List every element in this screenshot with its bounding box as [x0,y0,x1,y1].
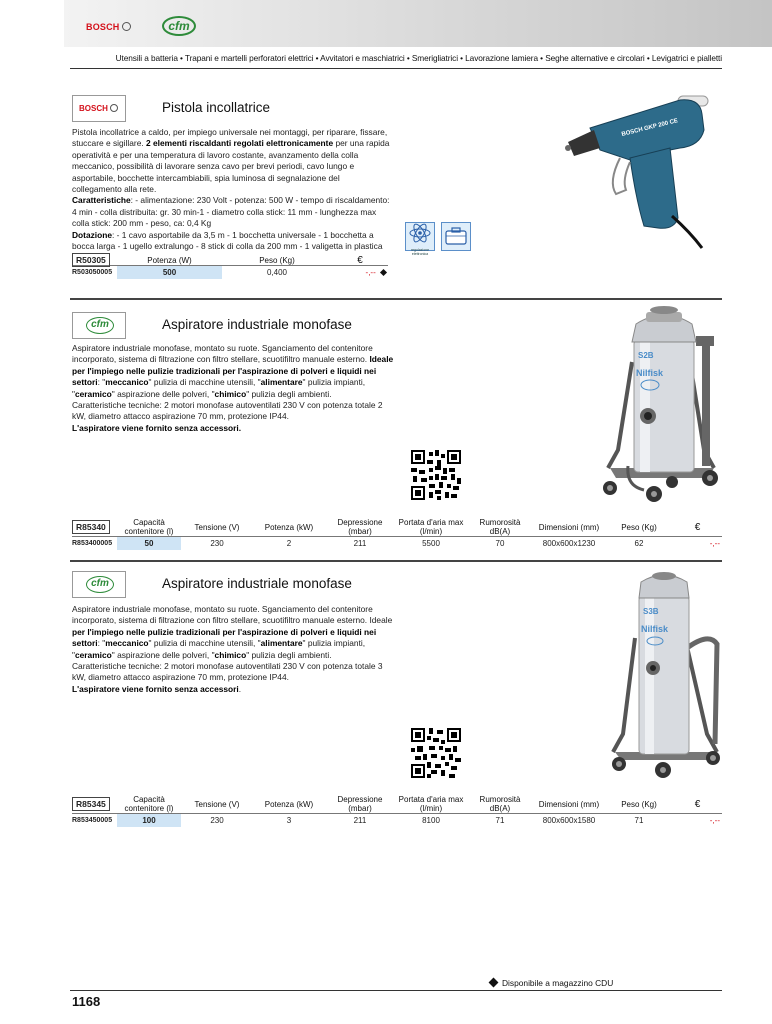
product-code: R85340 [72,520,110,534]
cfm-logo: cfm [72,571,126,598]
col-header: Capacità contenitore (l) [124,518,174,536]
diamond-icon [489,978,499,988]
noise-value: 70 [495,539,505,548]
model-label: S2B [638,351,654,360]
col-header: Portata d'aria max (l/min) [398,795,464,813]
col-header: € [694,521,701,533]
col-header: Dimensioni (mm) [538,799,600,809]
product-description: Aspiratore industriale monofase, montato su ruote. Sganciamento del contenitore incorporato, sistema di filtrazione con filtro stellare, scuotifiltro manuale esterno. Ideale per l'impiego nelle pulizie tradizionali per l'aspirazione di polveri e liquidi nei settori: "meccanico" pulizia di macchine utensili, "alimentare" pulizia impianti, "ceramico" aspirazione delle polveri, "chimico" pulizia degli ambienti. Caratteristiche tecniche: 2 motori monofase autoventilati 230 V con potenza totale 2 kW, diametro attacco aspirazione 70 mm, protezione IP44. L'aspiratore viene fornito senza accessori. [72,343,394,433]
electronic-regulation-icon [405,222,435,256]
model-label: S3B [643,607,659,616]
price-value: -,-- [365,268,376,277]
voltage-value: 230 [210,816,224,825]
nilfisk-label: Nilfisk [641,624,669,634]
product-code: R50305 [72,253,110,267]
airflow-value: 5500 [422,539,440,548]
col-header: Tensione (V) [194,799,240,809]
power-value: 3 [286,816,292,825]
potenza-value: 500 [117,266,222,280]
col-header: Potenza (kW) [264,799,314,809]
price-value: -,-- [709,816,720,825]
availability-diamond-icon [380,269,387,276]
category-breadcrumb: Utensili a batteria • Trapani e martelli perforatori elettrici • Avvitatori e maschiatrici • Smerigliatrici • Lavorazione lamiera • Seghe alternative e circolari • Levigatrici e pialletti [115,53,722,63]
price-cell [332,266,388,280]
col-header: Tensione (V) [194,522,240,532]
voltage-value: 230 [210,539,224,548]
col-header: Peso (Kg) [621,522,657,532]
product-title: Aspiratore industriale monofase [162,576,352,591]
col-header: Peso (Kg) [259,256,295,265]
bosch-logo: BOSCH [72,95,126,122]
col-header: € [357,255,363,266]
col-header: Dimensioni (mm) [538,522,600,532]
col-header: Potenza (kW) [264,522,314,532]
header-divider [70,68,722,69]
noise-value: 71 [495,816,505,825]
weight-value: 62 [634,539,644,548]
price-value: -,-- [709,539,720,548]
article-code: R503050005 [72,269,113,276]
page-number: 1168 [72,994,101,1009]
product-description: Pistola incollatrice a caldo, per impiego universale nei montaggi, per riparare, fissare, stuccare e sigillare. 2 elementi riscaldanti regolati elettronicamente per una rapida operatività e per una temperatura di lavoro costante, avanzamento della colla meccanico, possibilità di lavorare senza cavo per brevi periodi, cavo lungo e asportabile, bocchette intercambiabili, spia luminosa di segnalazione del collegamento alla rete. Caratteristiche: - alimentazione: 230 Volt - potenza: 500 W - tempo di riscaldamento: 4 min - colla distribuita: gr. 30 min-1 - diametro colla stick: 11 mm - lunghezza max colla stick: 200 mm - peso, ca: 0,4 Kg Dotazione: - 1 cavo asportabile da 3,5 m - 1 bocchetta universale - 1 bocchetta a bocca larga - 1 ugello extralungo - 8 stick di colla da 200 mm - 1 valigetta in plastica [72,127,390,252]
gun-brand-label: BOSCH GKP 200 CE [621,118,679,138]
capacity-value: 100 [117,814,181,828]
product3-table [72,795,722,827]
cfm-brand-logo: cfm [162,16,196,36]
cfm-logo: cfm [72,312,126,339]
power-value: 2 [286,539,292,548]
badge-caption: regolazione elettronica [410,248,430,256]
product1-table [72,256,388,279]
vacuum-s3b-image [605,568,725,783]
product-description: Aspiratore industriale monofase, montato su ruote. Sganciamento del contenitore incorporato, sistema di filtrazione con filtro stellare, scuotifiltro manuale esterno. Ideale per l'impiego nelle pulizie tradizionali per l'aspirazione di polveri e liquidi nei settori: "meccanico" pulizia di macchine utensili, "alimentare" pulizia impianti, "ceramico" aspirazione delle polveri, "chimico" pulizia degli ambienti. Caratteristiche tecniche: 2 motori monofase autoventilati 230 V con potenza totale 3 kW, diametro attacco aspirazione 70 mm, protezione IP44. L'aspiratore viene fornito senza accessori. [72,604,393,694]
peso-value: 0,400 [266,268,288,277]
col-header: Portata d'aria max (l/min) [398,518,464,536]
airflow-value: 8100 [422,816,440,825]
weight-value: 71 [634,816,644,825]
qr-code-icon[interactable] [411,728,461,778]
depression-value: 211 [353,539,367,548]
availability-legend [490,978,613,988]
product2-table [72,518,722,550]
qr-code-icon[interactable] [411,450,461,500]
article-code: R853400005 [72,540,113,547]
product-title: Pistola incollatrice [162,100,271,115]
glue-gun-image [560,90,730,250]
nilfisk-label: Nilfisk [636,368,664,378]
section-divider [70,560,722,562]
col-header: Depressione (mbar) [337,795,383,813]
col-header: Capacità contenitore (l) [124,795,174,813]
dimensions-value: 800x600x1230 [542,539,596,548]
col-header: Rumorosità dB(A) [479,795,521,813]
vacuum-s2b-image [598,300,724,505]
depression-value: 211 [353,816,367,825]
col-header: Potenza (W) [147,256,192,265]
product-title: Aspiratore industriale monofase [162,317,352,332]
page-header [64,0,772,47]
capacity-value: 50 [117,537,181,551]
product-code: R85345 [72,797,110,811]
availability-text: Disponibile a magazzino CDU [502,978,614,988]
bosch-brand-logo: BOSCH [86,22,131,32]
col-header: Rumorosità dB(A) [479,518,521,536]
col-header: Depressione (mbar) [337,518,383,536]
dimensions-value: 800x600x1580 [542,816,596,825]
carrying-case-icon [441,222,471,251]
col-header: Peso (Kg) [621,799,657,809]
footer-divider [70,990,722,991]
col-header: € [694,798,701,810]
article-code: R853450005 [72,817,113,824]
